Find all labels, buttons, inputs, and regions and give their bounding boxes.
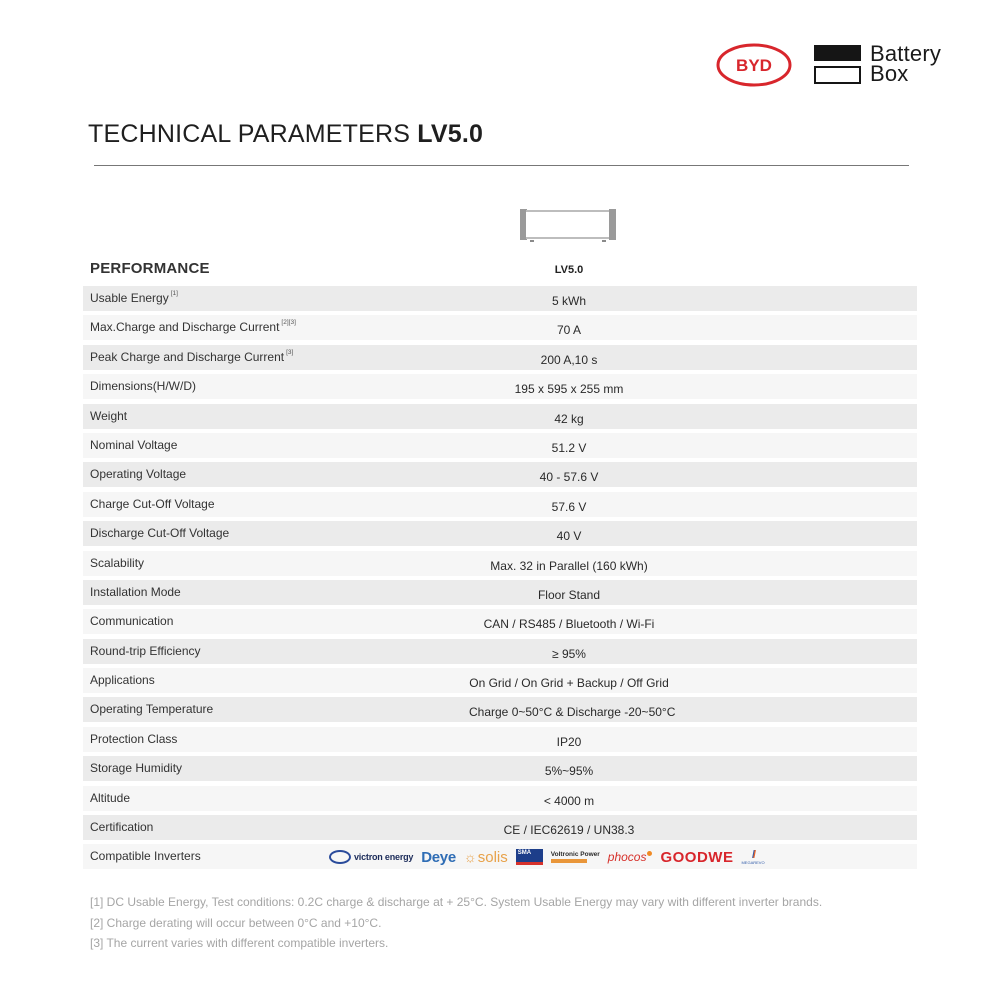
title-divider (94, 165, 909, 166)
row-label-text: Scalability (90, 555, 145, 570)
row-label-text: Altitude (90, 790, 131, 805)
row-label (90, 702, 213, 716)
row-value: 51.2 V (551, 440, 587, 455)
row-value: < 4000 m (543, 793, 595, 808)
table-row (83, 345, 917, 370)
row-label-text: Weight (90, 408, 128, 423)
row-value: 42 kg (554, 411, 584, 426)
row-label-text: Charge Cut-Off Voltage (90, 496, 215, 511)
deye-logo: Deye (421, 848, 456, 866)
row-label-text: Operating Voltage (90, 467, 187, 482)
table-row (83, 521, 917, 546)
row-value: 40 V (556, 529, 582, 544)
footnote-reference: [3] (286, 348, 294, 356)
row-label (90, 291, 178, 305)
phocos-dot-icon (647, 851, 652, 856)
row-value: IP20 (556, 734, 582, 749)
footnote-3: [3] The current varies with different compatible inverters. (90, 936, 389, 950)
footnote-reference: [2][3] (281, 319, 296, 327)
column-header-model: LV5.0 (554, 264, 584, 276)
row-label-text: Protection Class (90, 731, 178, 746)
table-row (83, 374, 917, 399)
row-label (90, 497, 215, 511)
row-label-text: Certification (90, 820, 154, 835)
row-label-text: Max.Charge and Discharge Current (90, 320, 280, 335)
row-value: Max. 32 in Parallel (160 kWh) (490, 558, 648, 573)
goodwe-logo: GOODWE (660, 848, 734, 866)
battery-box-logo (814, 41, 942, 86)
row-label (90, 673, 155, 687)
table-row-compatible-inverters (83, 844, 917, 869)
row-label (90, 820, 153, 834)
row-value: Floor Stand (537, 587, 601, 602)
row-label: Compatible Inverters (90, 849, 201, 864)
megarevo-mark-icon: // (751, 848, 755, 861)
row-label (90, 761, 182, 775)
table-row (83, 492, 917, 517)
row-label (90, 350, 293, 364)
table-row (83, 404, 917, 429)
phocos-logo: phocos (608, 850, 653, 864)
row-label (90, 526, 229, 540)
row-label (90, 791, 130, 805)
table-row (83, 756, 917, 781)
row-label-text: Operating Temperature (90, 702, 214, 717)
row-label (90, 585, 181, 599)
row-label-text: Dimensions(H/W/D) (90, 379, 197, 394)
row-label-text: Installation Mode (90, 584, 181, 599)
victron-swirl-icon (329, 850, 351, 864)
row-value: CE / IEC62619 / UN38.3 (503, 823, 635, 838)
row-label-text: Discharge Cut-Off Voltage (90, 526, 230, 541)
megarevo-logo: // MEGAREVO (741, 848, 765, 865)
row-value: 195 x 595 x 255 mm (514, 382, 624, 397)
table-row (83, 786, 917, 811)
sun-icon: ☼ (463, 849, 477, 866)
solis-logo: ☼ solis (463, 848, 508, 866)
row-label-text: Peak Charge and Discharge Current (90, 349, 285, 364)
row-label-text: Communication (90, 614, 174, 629)
row-value: On Grid / On Grid + Backup / Off Grid (469, 676, 669, 691)
row-label-text: Storage Humidity (90, 761, 183, 776)
table-row (83, 315, 917, 340)
battery-module-icon (520, 209, 616, 242)
table-row (83, 815, 917, 840)
row-label (90, 379, 196, 393)
row-value: ≥ 95% (552, 646, 586, 661)
battery-box-wordmark: Battery Box (870, 41, 942, 86)
victron-energy-logo: victron energy (329, 850, 413, 864)
row-label (90, 614, 173, 628)
section-title-performance: PERFORMANCE (90, 260, 210, 277)
battery-box-mark-icon (814, 45, 861, 84)
row-label (90, 438, 177, 452)
footnote-1: [1] DC Usable Energy, Test conditions: 0.2C charge & discharge at + 25°C. System Usable Energy may vary with different inverter brands. (90, 895, 823, 909)
row-label (90, 644, 201, 658)
row-value: 40 - 57.6 V (539, 470, 599, 485)
table-row (83, 727, 917, 752)
row-value: 57.6 V (551, 499, 587, 514)
table-row (83, 697, 917, 722)
row-label-text: Usable Energy (90, 291, 169, 305)
sma-logo: SMA (516, 849, 543, 865)
table-row (83, 668, 917, 693)
page-title: TECHNICAL PARAMETERS LV5.0 (88, 120, 484, 148)
table-row (83, 286, 917, 311)
byd-logo (716, 43, 792, 87)
row-label (90, 467, 186, 481)
inverter-logos (329, 846, 765, 868)
row-label-text: Nominal Voltage (90, 437, 178, 452)
spec-table (83, 286, 917, 874)
table-row (83, 639, 917, 664)
table-row (83, 609, 917, 634)
row-label (90, 556, 144, 570)
table-row (83, 433, 917, 458)
table-row (83, 462, 917, 487)
row-value: Charge 0~50°C & Discharge -20~50°C (469, 705, 676, 720)
byd-logo-text: BYD (736, 56, 772, 75)
row-value: 70 A (556, 323, 582, 338)
row-label-text: Round-trip Efficiency (90, 643, 201, 658)
row-value: CAN / RS485 / Bluetooth / Wi-Fi (483, 617, 655, 632)
footnote-reference: [1] (170, 290, 178, 297)
row-value: 5 kWh (551, 294, 586, 308)
footnotes (90, 892, 822, 954)
row-label (90, 732, 177, 746)
voltronic-power-logo: Voltronic Power (551, 851, 600, 863)
footnote-2: [2] Charge derating will occur between 0°C and +10°C. (90, 915, 382, 930)
row-value: 200 A,10 s (540, 352, 598, 367)
table-row (83, 551, 917, 576)
table-row (83, 580, 917, 605)
row-value: 5%~95% (544, 764, 594, 779)
row-label (90, 409, 127, 423)
row-label (90, 320, 296, 334)
row-label-text: Applications (90, 673, 155, 688)
